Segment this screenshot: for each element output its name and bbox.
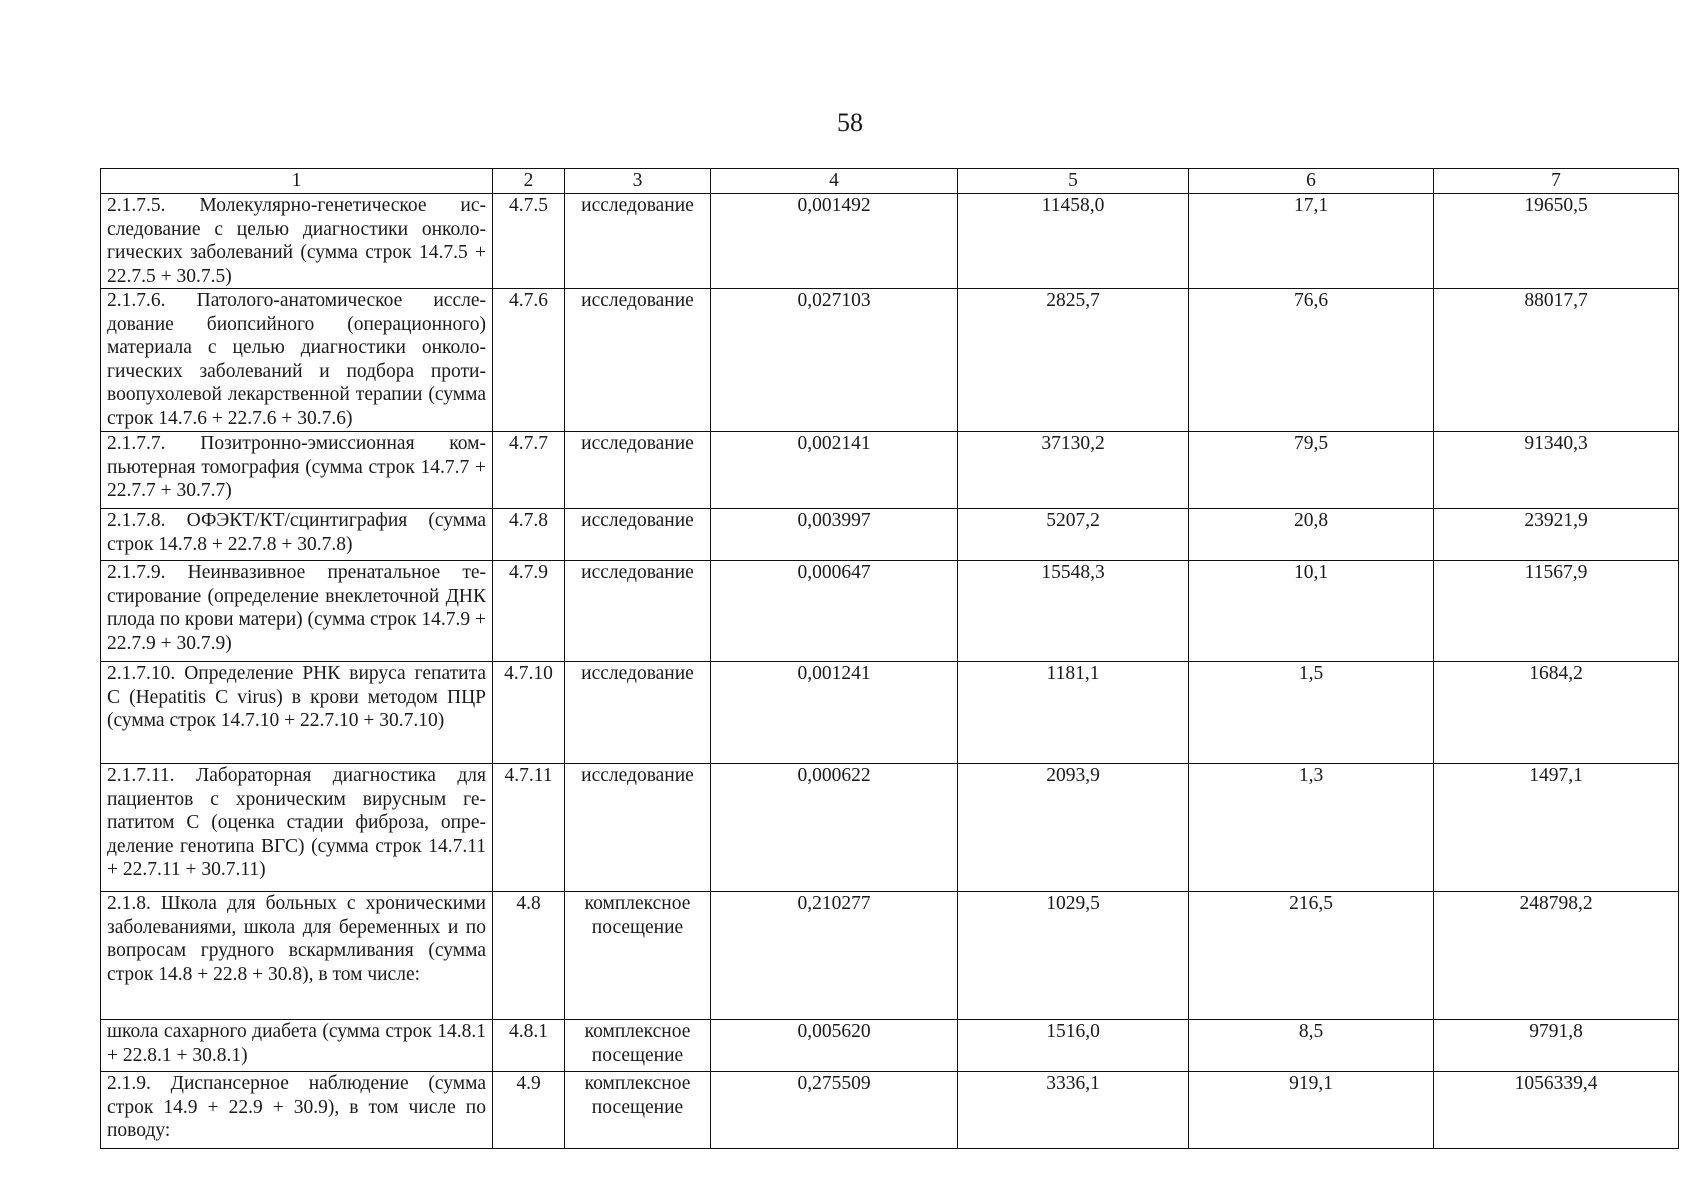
row-unit: исследование — [565, 432, 711, 509]
row-name: 2.1.9. Диспансерное наблюдение (сумма строк 14.9 + 22.9 + 30.9), в том числе по поводу: — [101, 1072, 493, 1149]
row-unit: исследование — [565, 289, 711, 432]
row-col6: 8,5 — [1189, 1020, 1434, 1072]
row-col4: 0,005620 — [711, 1020, 958, 1072]
row-name: 2.1.7.5. Молекулярно-генетическое исследование с целью диагностики онкологических заболеваний (сумма строк 14.7.5 + 22.7.5 + 30.7.5) — [101, 194, 493, 289]
row-col6: 919,1 — [1189, 1072, 1434, 1149]
table-row — [101, 662, 1679, 764]
row-col6: 79,5 — [1189, 432, 1434, 509]
row-col7: 11567,9 — [1434, 561, 1679, 662]
row-col5: 2825,7 — [958, 289, 1189, 432]
page-number: 58 — [837, 108, 863, 137]
row-col4: 0,001241 — [711, 662, 958, 764]
column-header: 6 — [1189, 169, 1434, 194]
row-col4: 0,000647 — [711, 561, 958, 662]
table-row — [101, 892, 1679, 1020]
row-name: 2.1.7.6. Патолого-анатомическое исследование биопсийного (операционного) материала с целью диагностики онкологических заболеваний и подбора противоопухолевой лекарственной терапии (сумма строк 14.7.6 + 22.7.6 + 30.7.6) — [101, 289, 493, 432]
row-col6: 1,5 — [1189, 662, 1434, 764]
row-col7: 1497,1 — [1434, 764, 1679, 892]
table-row — [101, 289, 1679, 432]
row-col5: 1029,5 — [958, 892, 1189, 1020]
row-col5: 1516,0 — [958, 1020, 1189, 1072]
table-row — [101, 194, 1679, 289]
row-col5: 1181,1 — [958, 662, 1189, 764]
row-col7: 19650,5 — [1434, 194, 1679, 289]
column-header: 1 — [101, 169, 493, 194]
row-col6: 1,3 — [1189, 764, 1434, 892]
row-unit: комплексное посещение — [565, 1072, 711, 1149]
header-row — [101, 169, 1679, 194]
row-name: 2.1.7.7. Позитронно-эмиссионная компьютерная томография (сумма строк 14.7.7 + 22.7.7 + 30.7.7) — [101, 432, 493, 509]
column-header: 3 — [565, 169, 711, 194]
row-code: 4.8 — [493, 892, 565, 1020]
row-col4: 0,002141 — [711, 432, 958, 509]
row-unit: комплексное посещение — [565, 892, 711, 1020]
row-unit: исследование — [565, 509, 711, 561]
row-col4: 0,003997 — [711, 509, 958, 561]
row-col6: 20,8 — [1189, 509, 1434, 561]
column-header: 7 — [1434, 169, 1679, 194]
row-col7: 91340,3 — [1434, 432, 1679, 509]
row-code: 4.7.9 — [493, 561, 565, 662]
row-name: 2.1.7.9. Неинвазивное пренатальное тестирование (определение внеклеточной ДНК плода по крови матери) (сумма строк 14.7.9 + 22.7.9 + 30.7.9) — [101, 561, 493, 662]
row-unit: исследование — [565, 561, 711, 662]
row-unit: исследование — [565, 764, 711, 892]
table-row — [101, 1020, 1679, 1072]
row-col5: 11458,0 — [958, 194, 1189, 289]
row-col6: 76,6 — [1189, 289, 1434, 432]
row-unit: исследование — [565, 194, 711, 289]
table-row — [101, 1072, 1679, 1149]
column-header: 4 — [711, 169, 958, 194]
row-col4: 0,001492 — [711, 194, 958, 289]
row-col7: 23921,9 — [1434, 509, 1679, 561]
row-code: 4.7.10 — [493, 662, 565, 764]
row-code: 4.7.7 — [493, 432, 565, 509]
row-col4: 0,000622 — [711, 764, 958, 892]
table-row — [101, 509, 1679, 561]
row-code: 4.7.8 — [493, 509, 565, 561]
row-name: школа сахарного диабета (сумма строк 14.8.1 + 22.8.1 + 30.8.1) — [101, 1020, 493, 1072]
row-col5: 37130,2 — [958, 432, 1189, 509]
table-row — [101, 561, 1679, 662]
table-row — [101, 764, 1679, 892]
row-col4: 0,275509 — [711, 1072, 958, 1149]
row-col7: 9791,8 — [1434, 1020, 1679, 1072]
row-col5: 5207,2 — [958, 509, 1189, 561]
row-code: 4.7.5 — [493, 194, 565, 289]
row-unit: комплексное посещение — [565, 1020, 711, 1072]
row-col5: 2093,9 — [958, 764, 1189, 892]
row-name: 2.1.7.8. ОФЭКТ/КТ/сцинтиграфия (сумма строк 14.7.8 + 22.7.8 + 30.7.8) — [101, 509, 493, 561]
row-unit: исследование — [565, 662, 711, 764]
row-col7: 88017,7 — [1434, 289, 1679, 432]
column-header: 5 — [958, 169, 1189, 194]
row-code: 4.7.6 — [493, 289, 565, 432]
row-col6: 17,1 — [1189, 194, 1434, 289]
row-col7: 1684,2 — [1434, 662, 1679, 764]
row-col6: 216,5 — [1189, 892, 1434, 1020]
row-code: 4.9 — [493, 1072, 565, 1149]
row-col7: 248798,2 — [1434, 892, 1679, 1020]
row-col6: 10,1 — [1189, 561, 1434, 662]
row-name: 2.1.7.11. Лабораторная диагностика для пациентов с хроническим вирусным гепатитом С (оценка стадии фиброза, определение генотипа ВГС) (сумма строк 14.7.11 + 22.7.11 + 30.7.11) — [101, 764, 493, 892]
row-col4: 0,210277 — [711, 892, 958, 1020]
row-col4: 0,027103 — [711, 289, 958, 432]
row-name: 2.1.7.10. Определение РНК вируса гепатита С (Hepatitis C virus) в крови методом ПЦР (сумма строк 14.7.10 + 22.7.10 + 30.7.10) — [101, 662, 493, 764]
column-header: 2 — [493, 169, 565, 194]
row-col7: 1056339,4 — [1434, 1072, 1679, 1149]
row-code: 4.8.1 — [493, 1020, 565, 1072]
row-name: 2.1.8. Школа для больных с хроническими заболеваниями, школа для беременных и по вопросам грудного вскармливания (сумма строк 14.8 + 22.8 + 30.8), в том числе: — [101, 892, 493, 1020]
row-col5: 3336,1 — [958, 1072, 1189, 1149]
table-row — [101, 432, 1679, 509]
data-table — [100, 168, 1679, 1149]
row-code: 4.7.11 — [493, 764, 565, 892]
row-col5: 15548,3 — [958, 561, 1189, 662]
